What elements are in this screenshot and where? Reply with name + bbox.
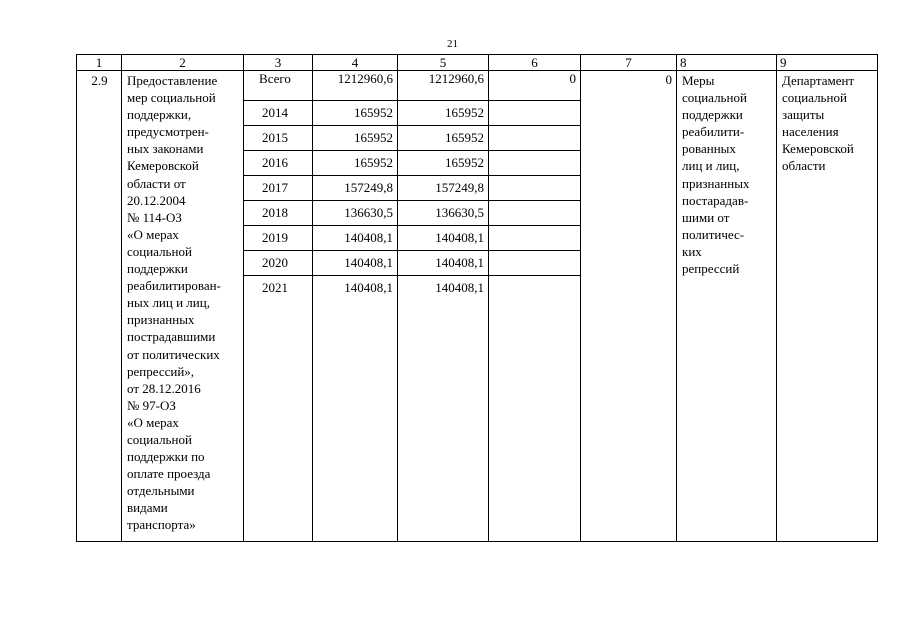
column-4-values: [313, 71, 397, 301]
column-7-value: 0: [665, 72, 672, 87]
column-6-value: 0: [489, 71, 580, 101]
column-6-value: [489, 101, 580, 126]
column-4-value: 136630,5: [313, 201, 397, 226]
column-5-value: 140408,1: [398, 251, 488, 276]
column-number: 7: [581, 55, 677, 71]
column-4-value: 165952: [313, 126, 397, 151]
column-6-value: [489, 151, 580, 176]
column-6-cell: [489, 71, 581, 542]
period-label: 2021: [262, 280, 288, 295]
column-4-value: 165952: [313, 101, 397, 126]
column-number: 8: [677, 55, 777, 71]
column-5-value: 165952: [398, 151, 488, 176]
column-5-cell: [398, 71, 489, 542]
period-label: 2015: [244, 126, 312, 151]
column-4-value: 157249,8: [313, 176, 397, 201]
description-cell: [122, 71, 244, 542]
column-6-value: [489, 176, 580, 201]
column-6-value: [489, 201, 580, 226]
measures-cell: [677, 71, 777, 542]
column-4-value: 1212960,6: [313, 71, 397, 101]
period-label: 2019: [244, 226, 312, 251]
program-table: [76, 54, 878, 542]
column-5-value: 165952: [398, 101, 488, 126]
row-number: 2.9: [91, 73, 108, 88]
period-label: 2018: [244, 201, 312, 226]
page-number: 21: [447, 38, 458, 50]
column-6-value: [489, 276, 580, 301]
column-number: 9: [777, 55, 878, 71]
column-5-value: 1212960,6: [398, 71, 488, 101]
period-cell: [244, 71, 313, 542]
column-4-value: 140408,1: [344, 280, 393, 295]
column-5-values: [398, 71, 488, 301]
column-6-value: [489, 251, 580, 276]
period-label: 2016: [244, 151, 312, 176]
row-number-cell: [77, 71, 122, 542]
column-5-value: 136630,5: [398, 201, 488, 226]
column-4-value: 140408,1: [313, 226, 397, 251]
period-label: Всего: [244, 71, 312, 101]
column-number: 1: [77, 55, 122, 71]
column-5-value: 140408,1: [398, 226, 488, 251]
column-4-value: 140408,1: [313, 251, 397, 276]
executor-text: Департамент социальной защиты населения Кемеровской области: [782, 73, 855, 174]
column-4-cell: [313, 71, 398, 542]
column-number: 6: [489, 55, 581, 71]
table-row: [77, 71, 878, 542]
column-number-row: [77, 55, 878, 71]
column-6-values: [489, 71, 580, 301]
column-6-value: [489, 126, 580, 151]
column-5-value: 157249,8: [398, 176, 488, 201]
period-list: [244, 71, 312, 301]
period-label: 2017: [244, 176, 312, 201]
period-label: 2014: [244, 101, 312, 126]
column-number: 5: [398, 55, 489, 71]
measures-text: Меры социальной поддержки реабилити- рованных лиц и лиц, признанных постарадав- шими от политичес- ких репрессий: [682, 73, 750, 277]
column-4-value: 165952: [313, 151, 397, 176]
column-number: 2: [122, 55, 244, 71]
column-7-cell: [581, 71, 677, 542]
column-6-value: [489, 226, 580, 251]
column-number: 4: [313, 55, 398, 71]
row-description: Предоставление мер социальной поддержки, предусмотрен- ных законами Кемеровской области от 20.12.2004 № 114-ОЗ «О мерах социальной поддержки реабилитирован- ных лиц и лиц, признанных пострадавшими от политических репрессий», от 28.12.2016 № 97-ОЗ «О мерах социальной поддержки по оплате проезда отдельными видами транспорта»: [127, 73, 221, 533]
column-5-value: 165952: [398, 126, 488, 151]
period-label: 2020: [244, 251, 312, 276]
executor-cell: [777, 71, 878, 542]
column-5-value: 140408,1: [435, 280, 484, 295]
column-number: 3: [244, 55, 313, 71]
